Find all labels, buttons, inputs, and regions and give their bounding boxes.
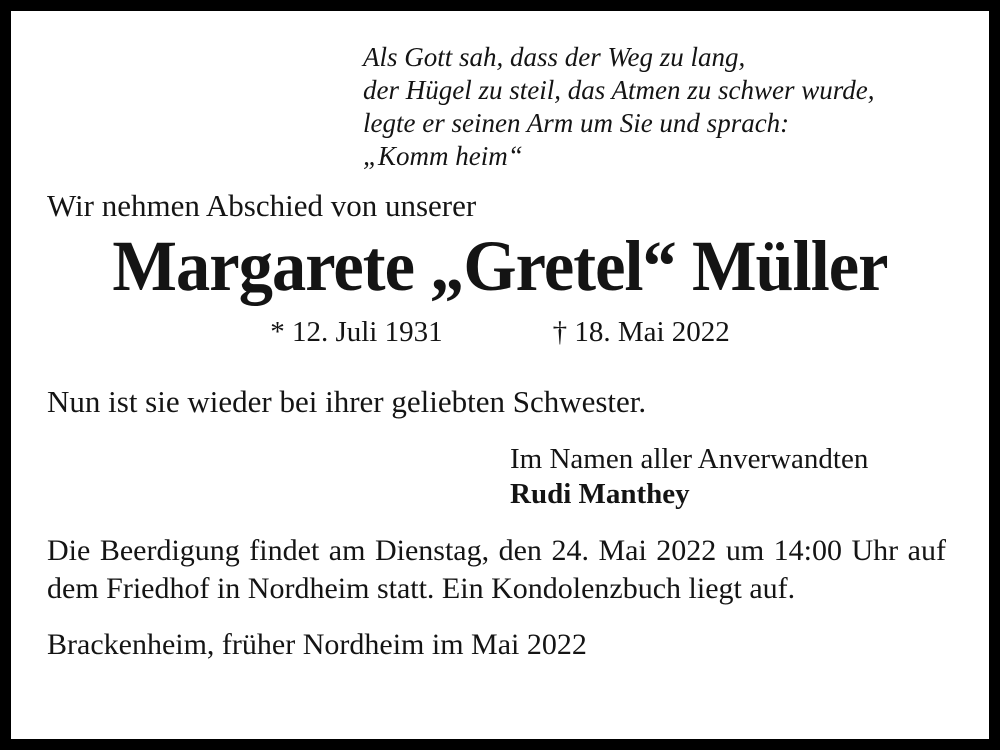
tribute-line: Nun ist sie wieder bei ihrer geliebten Schwester. [47, 384, 647, 419]
poem-line-4: „Komm heim“ [363, 141, 523, 171]
place-date-line: Brackenheim, früher Nordheim im Mai 2022 [47, 628, 587, 661]
death-date: † 18. Mai 2022 [552, 316, 730, 348]
poem-line-1: Als Gott sah, dass der Weg zu lang, [363, 42, 746, 72]
memorial-poem [363, 41, 989, 173]
farewell-intro: Wir nehmen Abschied von unserer [47, 188, 477, 223]
mourners-block [510, 442, 989, 512]
poem-line-3: legte er seinen Arm um Sie und sprach: [363, 108, 790, 138]
poem-line-2: der Hügel zu steil, das Atmen zu schwer wurde, [363, 75, 875, 105]
funeral-details: Die Beerdigung findet am Dienstag, den 24. Mai 2022 um 14:00 Uhr auf dem Friedhof in Nordheim statt. Ein Kondolenzbuch liegt auf. [47, 534, 946, 605]
life-dates [11, 314, 989, 350]
mourners-intro: Im Namen aller Anverwandten [510, 443, 869, 475]
birth-date: * 12. Juli 1931 [270, 316, 443, 348]
deceased-name: Margarete „Gretel“ Müller [112, 226, 888, 306]
mourner-name: Rudi Manthey [510, 478, 690, 510]
